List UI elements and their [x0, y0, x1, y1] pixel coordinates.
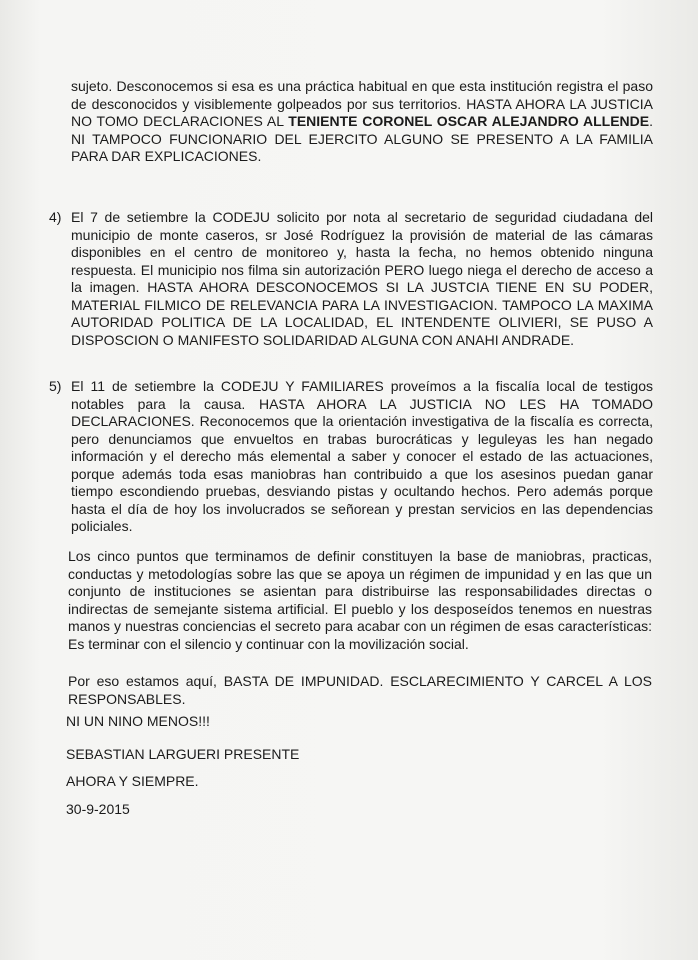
paragraph-intro-text: sujeto. Desconocemos si esa es una práctica habitual en que esta institución registra el paso de desconocidos y visiblemente golpeados por sus territorios. HASTA AHORA LA JUSTICIA NO TOMO DECLARACIONES AL TENIENTE CORONEL OSCAR ALEJANDRO ALLENDE. NI TAMPOCO FUNCIONARIO DEL EJERCITO ALGUNO SE PRESENTO A LA FAMILIA PARA DAR EXPLICACIONES.: [71, 78, 654, 164]
closing-line-1: NI UN NINO MENOS!!!: [66, 713, 210, 729]
paragraph-intro: [71, 78, 653, 166]
document-date: 30-9-2015: [66, 801, 130, 817]
item-5-text: El 11 de setiembre la CODEJU Y FAMILIARES proveímos a la fiscalía local de testigos notables para la causa. HASTA AHORA LA JUSTICIA NO LES HA TOMADO DECLARACIONES. Reconocemos que la orientación investigativa de la fiscalía es correcta, pero denunciamos que envueltos en trabas burocráticas y leguleyas les han negado información y el derecho más elemental a saber y conocer el estado de las actuaciones, porque además toda esas maniobras han contribuido a que los asesinos puedan ganar tiempo escondiendo pruebas, desviando pistas y ocultando hechos. Pero además porque hasta el día de hoy los involucrados se señorean y prestan servicios en las dependencias policiales.: [71, 378, 653, 534]
item-4-number: 4): [49, 209, 62, 225]
closing-line-3: AHORA Y SIEMPRE.: [66, 773, 199, 789]
bold-name: TENIENTE CORONEL OSCAR ALEJANDRO ALLENDE: [288, 113, 650, 129]
item-4-text: El 7 de setiembre la CODEJU solicito por nota al secretario de seguridad ciudadana del municipio de monte caseros, sr José Rodríguez la provisión de material de las cámaras disponibles en el centro de monitoreo y, hasta la fecha, no hemos obtenido ninguna respuesta. El municipio nos filma sin autorización PERO luego niega el derecho de acceso a la imagen. HASTA AHORA DESCONOCEMOS SI LA JUSTCIA TIENE EN SU PODER, MATERIAL FILMICO DE RELEVANCIA PARA LA INVESTIGACION. TAMPOCO LA MAXIMA AUTORIDAD POLITICA DE LA LOCALIDAD, EL INTENDENTE OLIVIERI, SE PUSO A DISPOSCION O MANIFESTO SOLIDARIDAD ALGUNA CON ANAHI ANDRADE.: [71, 209, 653, 348]
paragraph-basta: Por eso estamos aquí, BASTA DE IMPUNIDAD. ESCLARECIMIENTO Y CARCEL A LOS RESPONSABLES.: [68, 673, 652, 707]
paragraph-cinco-puntos: Los cinco puntos que terminamos de definir constituyen la base de maniobras, practicas, conductas y metodologías sobre las que se apoya un régimen de impunidad y en las que un conjunto de instituciones se asientan para distribuirse las responsabilidades directas o indirectas de semejante sistema artificial. El pueblo y los desposeídos tenemos en nuestras manos y nuestras conciencias el secreto para acabar con un régimen de esas características: Es terminar con el silencio y continuar con la movilización social.: [68, 548, 652, 652]
item-5-number: 5): [49, 378, 62, 394]
closing-line-2: SEBASTIAN LARGUERI PRESENTE: [66, 746, 300, 762]
